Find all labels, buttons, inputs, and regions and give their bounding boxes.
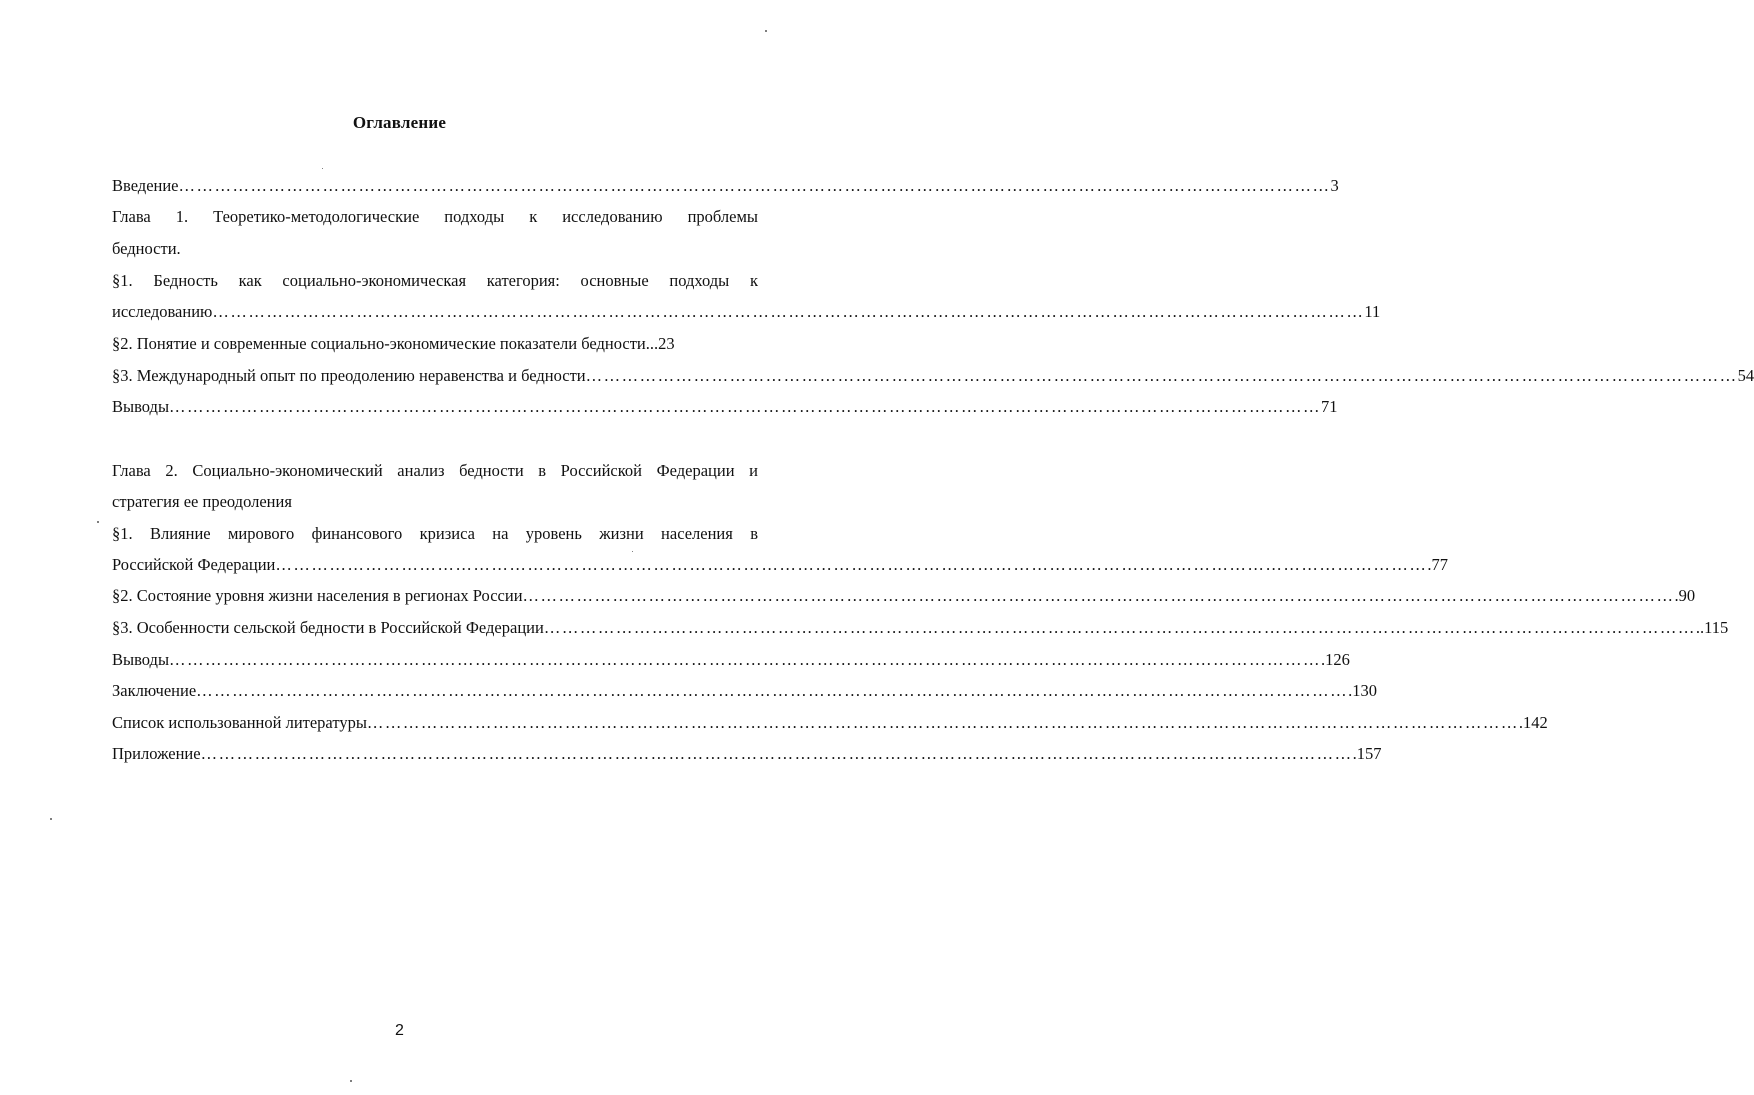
toc-section-1-1-line1: §1. Бедность как социально-экономическая категория: основные подходы к	[112, 271, 758, 290]
toc-entry-label: Заключение	[112, 681, 197, 700]
toc-chapter-1-conclusions	[112, 396, 1338, 418]
dot-leader: …………………………………………………………………………………………………………………………………………………………………………	[178, 176, 1331, 195]
toc-page-number: 71	[1321, 397, 1338, 416]
toc-section-1-1	[112, 301, 1381, 323]
toc-section-2-1-line1: §1. Влияние мирового финансового кризиса на уровень жизни населения в	[112, 524, 758, 543]
toc-page-number: .77	[1427, 555, 1448, 574]
toc-entry-appendix	[112, 743, 1382, 765]
toc-section-2-3	[112, 617, 1729, 639]
dot-leader: …………………………………………………………………………………………………………………………………………………………………………	[522, 586, 1675, 605]
toc-section-2-2	[112, 585, 1696, 607]
toc-chapter-2-conclusions	[112, 649, 1350, 671]
toc-entry-label: §3. Особенности сельской бедности в Российской Федерации	[112, 618, 544, 637]
page-number: 2	[395, 1022, 404, 1039]
scan-speck	[632, 551, 633, 552]
scan-speck	[322, 168, 323, 169]
toc-entry-label: Выводы	[112, 397, 170, 416]
dot-leader: …………………………………………………………………………………………………………………………………………………………………………	[212, 302, 1365, 321]
toc-page-number: ...23	[645, 334, 675, 353]
dot-leader: …………………………………………………………………………………………………………………………………………………………………………	[169, 650, 1322, 669]
toc-page-number: 54	[1737, 366, 1754, 385]
scan-speck	[350, 1080, 352, 1082]
dot-leader: …………………………………………………………………………………………………………………………………………………………………………	[585, 366, 1738, 385]
scan-speck	[765, 30, 767, 32]
toc-chapter-2-heading-line2: стратегия ее преодоления	[112, 492, 292, 511]
toc-page-number: .157	[1352, 744, 1382, 763]
dot-leader: …………………………………………………………………………………………………………………………………………………………………………	[366, 713, 1519, 732]
toc-section-2-1	[112, 554, 1448, 576]
dot-leader: …………………………………………………………………………………………………………………………………………………………………………	[200, 744, 1353, 763]
toc-page-number: .90	[1674, 586, 1696, 605]
dot-leader: …………………………………………………………………………………………………………………………………………………………………………	[169, 397, 1322, 416]
toc-chapter-1-heading-line1: Глава 1. Теоретико-методологические подходы к исследованию проблемы	[112, 207, 758, 226]
toc-page-number: 3	[1330, 176, 1339, 195]
toc-entry-introduction	[112, 175, 1339, 197]
toc-page-number: 11	[1364, 302, 1381, 321]
toc-entry-conclusion	[112, 680, 1378, 702]
toc-chapter-2-heading-line1: Глава 2. Социально-экономический анализ бедности в Российской Федерации и	[112, 461, 758, 480]
toc-page-number: .142	[1518, 713, 1548, 732]
toc-page-number: .126	[1321, 650, 1350, 669]
toc-entry-label: §2. Состояние уровня жизни населения в регионах России	[112, 586, 523, 605]
toc-section-1-3	[112, 365, 1754, 387]
toc-entry-bibliography	[112, 712, 1548, 734]
dot-leader: …………………………………………………………………………………………………………………………………………………………………………	[196, 681, 1349, 700]
toc-section-1-2	[112, 333, 758, 355]
dot-leader: …………………………………………………………………………………………………………………………………………………………………………	[543, 618, 1696, 637]
toc-entry-label: §3. Международный опыт по преодолению неравенства и бедности	[112, 366, 586, 385]
scan-speck	[97, 521, 99, 523]
toc-entry-label: исследованию	[112, 302, 213, 321]
toc-chapter-1-heading-line2: бедности.	[112, 239, 181, 258]
toc-entry-label: Список использованной литературы	[112, 713, 367, 732]
toc-entry-label: §2. Понятие и современные социально-экономические показатели бедности	[112, 334, 646, 353]
toc-entry-label: Введение	[112, 176, 179, 195]
scan-speck	[50, 818, 52, 820]
toc-entry-label: Выводы	[112, 650, 170, 669]
toc-entry-label: Приложение	[112, 744, 201, 763]
dot-leader: …………………………………………………………………………………………………………………………………………………………………………	[275, 555, 1428, 574]
page-title: Оглавление	[352, 113, 447, 132]
toc-page-number: .130	[1348, 681, 1378, 700]
toc-entry-label: Российской Федерации	[112, 555, 276, 574]
toc-page-number: ..115	[1695, 618, 1729, 637]
